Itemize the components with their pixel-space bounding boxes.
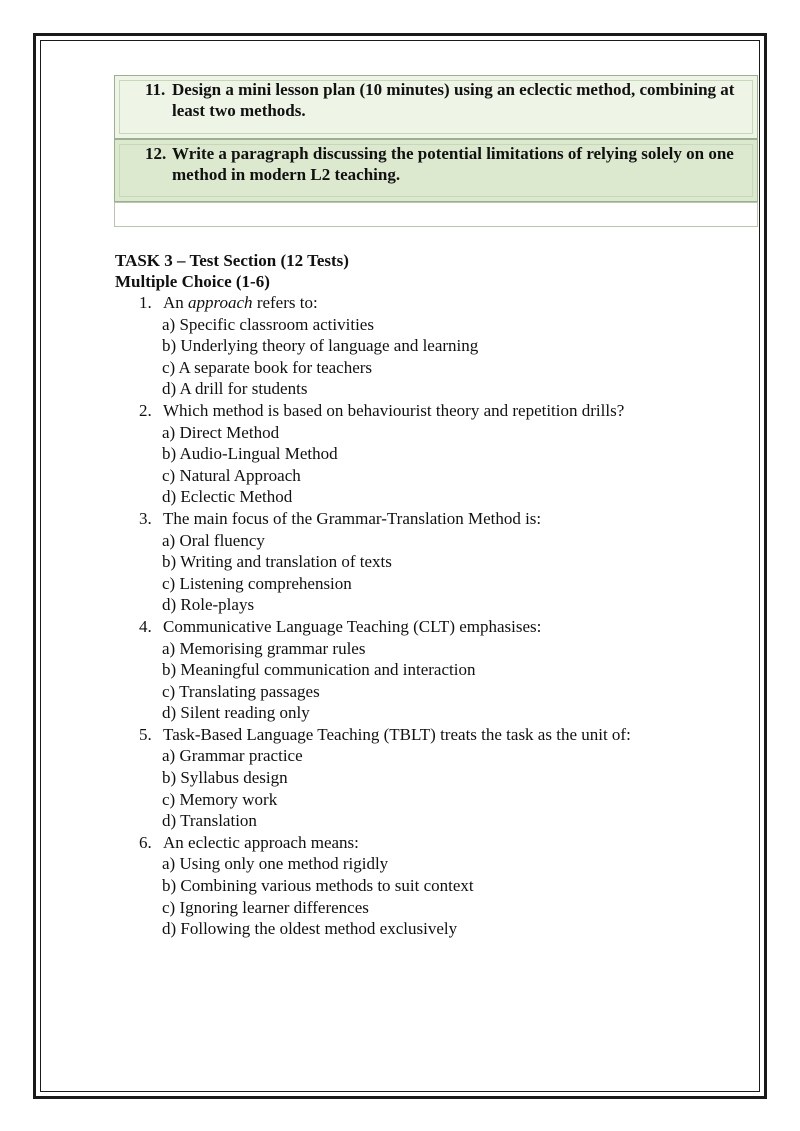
option-c: c) A separate book for teachers	[162, 357, 373, 377]
question-stem-italic: approach	[188, 293, 253, 312]
question-stem-text: Task-Based Language Teaching (TBLT) treats the task as the unit of:	[163, 724, 631, 744]
question-stem	[115, 400, 745, 422]
option-c: c) Ignoring learner differences	[162, 897, 369, 917]
question-stem-text: Communicative Language Teaching (CLT) emphasises:	[163, 616, 542, 636]
option-b: b) Combining various methods to suit context	[162, 876, 474, 896]
question-3	[115, 508, 745, 616]
option-a: a) Grammar practice	[162, 746, 303, 766]
option-a: a) Memorising grammar rules	[162, 638, 366, 658]
question-stem	[115, 292, 745, 314]
option-c: c) Natural Approach	[162, 465, 301, 485]
task-item-11	[145, 79, 745, 121]
option-a: a) Oral fluency	[162, 530, 265, 550]
question-number: 2.	[139, 400, 152, 420]
option-a: a) Direct Method	[162, 422, 280, 442]
question-stem-part: refers to:	[252, 293, 318, 312]
question-number: 3.	[139, 508, 152, 528]
option-b: b) Meaningful communication and interaction	[162, 660, 476, 680]
question-stem	[115, 616, 745, 638]
option-b: b) Audio-Lingual Method	[162, 444, 338, 464]
option-a: a) Specific classroom activities	[162, 314, 374, 334]
section-subtitle: Multiple Choice (1-6)	[115, 272, 270, 291]
option-d: d) Silent reading only	[162, 703, 310, 723]
option-d: d) Following the oldest method exclusively	[162, 919, 458, 939]
option-d: d) Role-plays	[162, 595, 255, 615]
multiple-choice-list	[115, 292, 745, 940]
option-a: a) Using only one method rigidly	[162, 854, 389, 874]
question-number: 1.	[139, 293, 152, 312]
option-d: d) Eclectic Method	[162, 487, 293, 507]
task-table-row-11	[114, 75, 758, 139]
question-stem	[115, 832, 745, 854]
task-number: 11.	[145, 80, 166, 99]
question-number: 4.	[139, 616, 152, 636]
task-text: Design a mini lesson plan (10 minutes) using an eclectic method, combining at least two methods.	[172, 80, 735, 120]
question-stem-text: An eclectic approach means:	[163, 832, 359, 852]
question-stem-part: An	[163, 293, 189, 312]
option-d: d) A drill for students	[162, 379, 308, 399]
task-text: Write a paragraph discussing the potential limitations of relying solely on one method in modern L2 teaching.	[172, 144, 734, 184]
option-c: c) Listening comprehension	[162, 573, 352, 593]
task-table-row-empty	[114, 202, 758, 227]
question-stem	[115, 724, 745, 746]
option-c: c) Memory work	[162, 789, 278, 809]
question-number: 6.	[139, 832, 152, 852]
question-1	[115, 292, 745, 400]
option-b: b) Underlying theory of language and learning	[162, 336, 479, 356]
task-number: 12.	[145, 144, 167, 163]
question-number: 5.	[139, 724, 152, 744]
task-table-row-12	[114, 139, 758, 202]
section-title: TASK 3 – Test Section (12 Tests)	[115, 251, 349, 270]
question-2	[115, 400, 745, 508]
question-6	[115, 832, 745, 940]
option-b: b) Writing and translation of texts	[162, 552, 392, 572]
option-b: b) Syllabus design	[162, 768, 288, 788]
question-stem-text: The main focus of the Grammar-Translation Method is:	[163, 508, 542, 528]
option-c: c) Translating passages	[162, 681, 320, 701]
question-5	[115, 724, 745, 832]
option-d: d) Translation	[162, 811, 257, 831]
task-item-12	[145, 143, 745, 185]
question-stem-text: Which method is based on behaviourist theory and repetition drills?	[163, 400, 625, 420]
question-stem	[115, 508, 745, 530]
question-4	[115, 616, 745, 724]
